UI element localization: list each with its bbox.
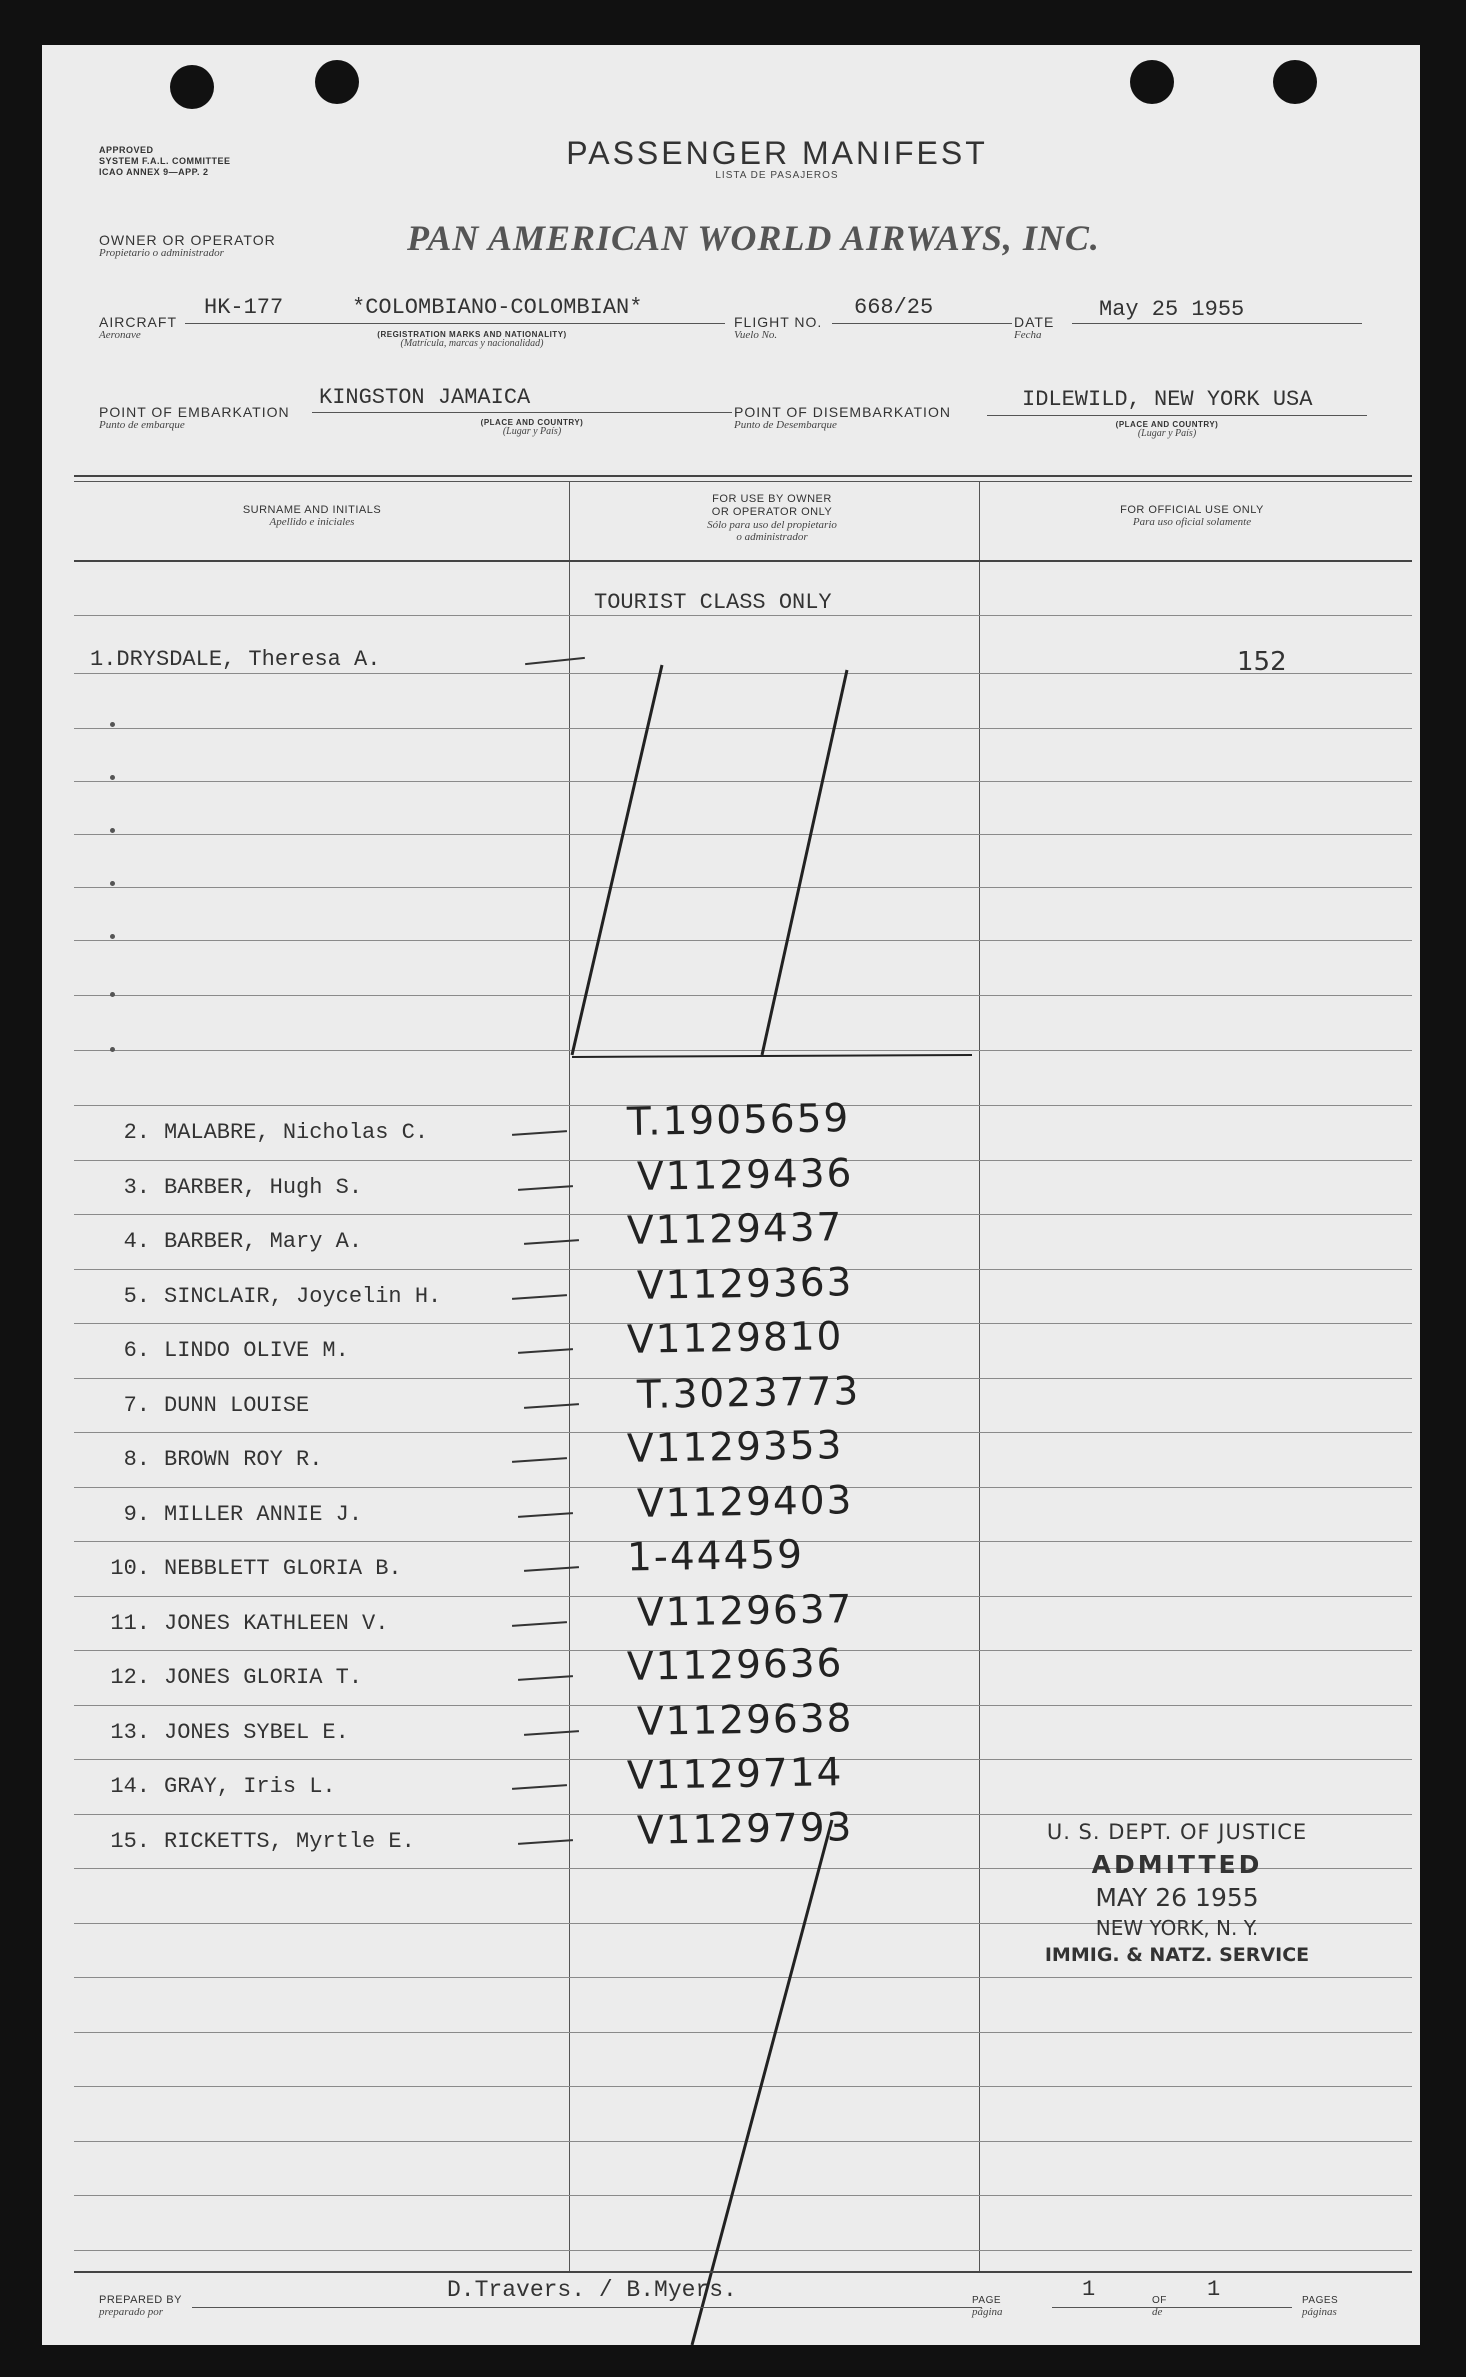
pages-label: PAGES xyxy=(1302,2295,1339,2306)
disembark-label-es: Punto de Desembarque xyxy=(734,419,837,431)
travel-document-number: V1129403 xyxy=(636,1478,854,1527)
passenger-row xyxy=(90,1556,402,1581)
passenger-name: MILLER ANNIE J. xyxy=(164,1502,363,1527)
column-official-label-es: Para uso oficial solamente xyxy=(1132,516,1252,528)
passenger-number: 9. xyxy=(123,1502,150,1527)
date-label: DATE xyxy=(1014,314,1055,330)
passenger-name: JONES GLORIA T. xyxy=(164,1665,363,1690)
passenger-name: BARBER, Mary A. xyxy=(164,1229,363,1254)
of-label: OF xyxy=(1152,2295,1167,2306)
page-number: 1 xyxy=(1082,2277,1096,2302)
approval-line: ICAO ANNEX 9—APP. 2 xyxy=(99,167,209,177)
embark-label: POINT OF EMBARKATION xyxy=(99,404,290,420)
passenger-row xyxy=(90,1720,349,1745)
column-owner-label-es: o administrador xyxy=(736,531,808,543)
passenger-name: JONES SYBEL E. xyxy=(164,1720,349,1745)
page-label: PAGE xyxy=(972,2295,1002,2306)
passenger-row xyxy=(90,1774,336,1799)
stamp-line: IMMIG. & NATZ. SERVICE xyxy=(1044,1944,1310,1966)
travel-document-number: V1129363 xyxy=(636,1260,854,1309)
passenger-number: 3. xyxy=(123,1175,150,1200)
aircraft-registration: HK-177 xyxy=(204,295,284,320)
flight-label-es: Vuelo No. xyxy=(734,329,778,341)
owner-value: PAN AMERICAN WORLD AIRWAYS, INC. xyxy=(407,218,1100,258)
passenger-name: DRYSDALE, Theresa A. xyxy=(116,647,381,672)
prepared-by: D.Travers. / B.Myers. xyxy=(447,2277,737,2303)
column-owner-label: OR OPERATOR ONLY xyxy=(711,506,833,518)
aircraft-label-es: Aeronave xyxy=(99,329,141,341)
passenger-row xyxy=(90,1175,362,1200)
passenger-row xyxy=(90,1120,428,1145)
approval-line: SYSTEM F.A.L. COMMITTEE xyxy=(99,156,231,166)
prepared-label-es: preparado por xyxy=(99,2306,164,2318)
travel-document-number: 1-44459 xyxy=(626,1532,805,1581)
travel-document-number: V1129810 xyxy=(626,1314,844,1363)
passenger-number: 5. xyxy=(123,1284,150,1309)
passenger-number: 14. xyxy=(110,1774,150,1799)
passenger-number: 8. xyxy=(123,1447,150,1472)
official-note: 152 xyxy=(1237,647,1287,677)
stamp-line: MAY 26 1955 xyxy=(1095,1883,1259,1912)
disembark-value: IDLEWILD, NEW YORK USA xyxy=(1022,387,1313,412)
passenger-name: RICKETTS, Myrtle E. xyxy=(164,1829,415,1854)
aircraft-nationality: *COLOMBIANO-COLOMBIAN* xyxy=(352,295,643,320)
passenger-name: BROWN ROY R. xyxy=(164,1447,323,1472)
passenger-row xyxy=(90,1338,349,1363)
registration-caption-en: (REGISTRATION MARKS AND NATIONALITY) xyxy=(377,330,567,339)
embark-label-es: Punto de embarque xyxy=(99,419,185,431)
passenger-number: 10. xyxy=(110,1556,150,1581)
passenger-row xyxy=(90,1502,362,1527)
passenger-name: NEBBLETT GLORIA B. xyxy=(164,1556,402,1581)
place-caption-es: (Lugar y País) xyxy=(1137,428,1197,439)
travel-document-number: V1129714 xyxy=(626,1750,844,1799)
travel-document-number: V1129637 xyxy=(636,1587,854,1636)
embark-value: KINGSTON JAMAICA xyxy=(319,385,531,410)
place-caption-es: (Lugar y País) xyxy=(502,426,562,437)
passenger-row xyxy=(90,1447,322,1472)
passenger-row xyxy=(90,1229,362,1254)
page-title: PASSENGER MANIFEST xyxy=(566,135,988,171)
column-owner-label-es: Sólo para uso del propietario xyxy=(707,519,837,531)
flight-number: 668/25 xyxy=(854,295,934,320)
travel-document-number: V1129353 xyxy=(626,1423,844,1472)
page-count: 1 xyxy=(1207,2277,1221,2302)
travel-document-number: V1129636 xyxy=(626,1641,844,1690)
stamp-line: ADMITTED xyxy=(1091,1850,1263,1879)
column-official-label: FOR OFFICIAL USE ONLY xyxy=(1120,504,1264,516)
passenger-number: 2. xyxy=(123,1120,150,1145)
passenger-name: LINDO OLIVE M. xyxy=(164,1338,349,1363)
passenger-number: 13. xyxy=(110,1720,150,1745)
pages-label-block xyxy=(1302,2295,1338,2318)
passenger-name: DUNN LOUISE xyxy=(164,1393,310,1418)
passenger-name: BARBER, Hugh S. xyxy=(164,1175,363,1200)
travel-document-number: V1129437 xyxy=(626,1205,844,1254)
passenger-name: JONES KATHLEEN V. xyxy=(164,1611,389,1636)
place-caption-en: (PLACE AND COUNTRY) xyxy=(1115,420,1219,429)
passenger-name: MALABRE, Nicholas C. xyxy=(164,1120,429,1145)
stamp-line: NEW YORK, N. Y. xyxy=(1095,1916,1259,1940)
travel-document-number: V1129436 xyxy=(636,1151,854,1200)
travel-document-number: V1129793 xyxy=(636,1805,854,1854)
approval-line: APPROVED xyxy=(99,145,154,155)
owner-label: OWNER OR OPERATOR xyxy=(99,232,276,248)
pages-label-es: páginas xyxy=(1302,2306,1337,2318)
of-label-es: de xyxy=(1152,2306,1163,2318)
passenger-number: 4. xyxy=(123,1229,150,1254)
column-owner-label: FOR USE BY OWNER xyxy=(712,493,832,505)
travel-document-number: T.3023773 xyxy=(636,1369,861,1418)
column-surname-label-es: Apellido e iniciales xyxy=(269,516,355,528)
manifest-sheet xyxy=(42,45,1420,2345)
page-title-es: LISTA DE PASAJEROS xyxy=(715,170,839,181)
passenger-name: GRAY, Iris L. xyxy=(164,1774,336,1799)
passenger-row xyxy=(90,1393,309,1418)
passenger-number: 7. xyxy=(123,1393,150,1418)
stamp-line: U. S. DEPT. OF JUSTICE xyxy=(1046,1820,1308,1844)
owner-label-es: Propietario o administrador xyxy=(99,247,224,259)
passenger-name: SINCLAIR, Joycelin H. xyxy=(164,1284,442,1309)
registration-caption-es: (Matrícula, marcas y nacionalidad) xyxy=(400,338,544,349)
passenger-row xyxy=(90,1829,415,1854)
column-surname-label: SURNAME AND INITIALS xyxy=(242,504,382,516)
disembark-label: POINT OF DISEMBARKATION xyxy=(734,404,951,420)
passenger-number: 12. xyxy=(110,1665,150,1690)
page-label-block xyxy=(972,2295,1003,2318)
prepared-label-block xyxy=(99,2295,182,2318)
passenger-number: 15. xyxy=(110,1829,150,1854)
passenger-row xyxy=(90,1665,362,1690)
travel-document-number: T.1905659 xyxy=(626,1096,851,1145)
admitted-stamp xyxy=(1032,1820,1322,1966)
class-note: TOURIST CLASS ONLY xyxy=(594,590,832,615)
flight-label: FLIGHT NO. xyxy=(734,314,823,330)
passenger-number: 6. xyxy=(123,1338,150,1363)
place-caption-en: (PLACE AND COUNTRY) xyxy=(480,418,584,427)
passenger-number: 11. xyxy=(110,1611,150,1636)
passenger-number: 1. xyxy=(90,647,117,672)
flight-date: May 25 1955 xyxy=(1099,297,1245,322)
aircraft-label: AIRCRAFT xyxy=(99,314,177,330)
travel-document-number: V1129638 xyxy=(636,1696,854,1745)
prepared-label: PREPARED BY xyxy=(99,2294,182,2306)
passenger-row xyxy=(90,1611,388,1636)
page-label-es: página xyxy=(972,2306,1003,2318)
date-label-es: Fecha xyxy=(1014,329,1042,341)
passenger-row xyxy=(90,1284,441,1309)
